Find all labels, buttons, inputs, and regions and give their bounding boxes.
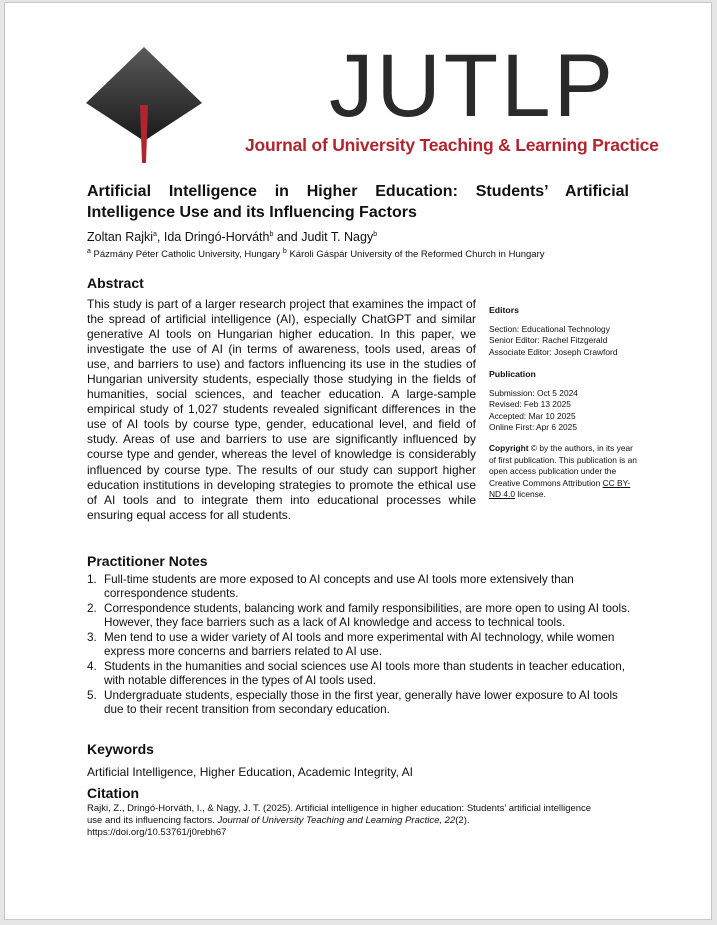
copyright-block bbox=[489, 443, 639, 501]
list-number: 2. bbox=[87, 601, 97, 615]
abstract-heading: Abstract bbox=[87, 275, 144, 291]
journal-logo-text: JUTLP bbox=[329, 35, 616, 135]
list-item-text: Students in the humanities and social sciences use AI tools more than students in teacher education, with notable differences in the types of AI tools used. bbox=[104, 659, 626, 687]
submission-date: Submission: Oct 5 2024 bbox=[489, 387, 578, 398]
author-affiliation-marker: a bbox=[153, 230, 157, 238]
list-item bbox=[87, 660, 632, 688]
list-item-text: Undergraduate students, especially those in the first year, generally have lower exposure to AI tools due to their recent transition from secondary education. bbox=[104, 688, 618, 716]
author-separator: and bbox=[273, 230, 302, 244]
revised-date: Revised: Feb 13 2025 bbox=[489, 399, 571, 410]
senior-editor-info: Senior Editor: Rachel Fitzgerald bbox=[489, 335, 608, 346]
list-item-text: Full-time students are more exposed to AI concepts and use AI tools more extensively than correspondence students. bbox=[104, 573, 574, 601]
article-title: Artificial Intelligence in Higher Education: Students’ Artificial Intelligence Use and its Influencing Factors bbox=[87, 183, 629, 221]
online-first-date: Online First: Apr 6 2025 bbox=[489, 422, 577, 433]
author-list bbox=[87, 230, 377, 244]
author-affiliation-marker: b bbox=[373, 230, 378, 238]
article-page bbox=[4, 2, 712, 920]
affiliations bbox=[87, 248, 545, 260]
affiliation-text: Károli Gáspár University of the Reformed Church in Hungary bbox=[286, 249, 545, 261]
abstract-text: This study is part of a larger research project that examines the impact of the spread of artificial intelligence (AI), especially ChatGPT and similar generative AI tools on Hungarian higher education. In this paper, we investigate the use of AI (in terms of awareness, tools used, areas of use, and barriers to use) and factors influencing its use in the studies of Hungarian university students, especially those studying in the fields of humanities, social sciences, and teacher education. A large-sample empirical study of 1,027 students revealed significant differences in the use of AI tools by course type, gender, educational level, and field of study. Areas of use and barriers to use are significantly influenced by course type and gender, whereas the level of knowledge is considerably influenced by course type. The results of our study can support higher education institutions in developing strategies to promote the ethical use of AI tools and to integrate them into educational processes while ensuring equal access for all students. bbox=[87, 297, 476, 522]
editors-heading: Editors bbox=[489, 305, 519, 315]
list-item bbox=[87, 602, 632, 630]
author-name: Zoltan Rajki bbox=[87, 230, 153, 244]
citation-journal: Journal of University Teaching and Learning Practice, 22 bbox=[217, 815, 456, 826]
list-item bbox=[87, 689, 632, 717]
citation-heading: Citation bbox=[87, 785, 140, 801]
publication-block bbox=[489, 369, 639, 434]
license-suffix: license. bbox=[515, 489, 546, 500]
citation-authors: Rajki, Z., Dringó-Horváth, I., & Nagy, J. T. (2025). Artificial intelligence in higher education: Students’ artificial intelligence use and its influencing factors. bbox=[87, 803, 592, 826]
keywords-text: Artificial Intelligence, Higher Education, Academic Integrity, AI bbox=[87, 765, 413, 779]
copyright-text: © by the authors, in its year of first publication. This publication is an open access publication under the Creative Commons Attribution bbox=[489, 443, 637, 488]
citation-text bbox=[87, 803, 607, 839]
practitioner-notes-list bbox=[87, 573, 632, 718]
affiliation-marker: b bbox=[282, 248, 287, 255]
citation-doi-link[interactable]: https://doi.org/10.53761/j0rebh67 bbox=[87, 827, 227, 838]
list-item-text: Correspondence students, balancing work and family responsibilities, are more open to using AI tools. However, they face barriers such as a lack of AI knowledge and access to technical tools. bbox=[104, 601, 631, 630]
editors-block bbox=[489, 305, 639, 358]
citation-issue: (2). bbox=[455, 815, 470, 826]
list-item bbox=[87, 573, 632, 601]
journal-name: Journal of University Teaching & Learning Practice bbox=[245, 135, 659, 155]
practitioner-notes-heading: Practitioner Notes bbox=[87, 553, 208, 569]
author-name: Ida Dringó-Horváth bbox=[163, 230, 270, 244]
list-item bbox=[87, 631, 632, 659]
associate-editor-info: Associate Editor: Joseph Crawford bbox=[489, 346, 618, 357]
publication-heading: Publication bbox=[489, 369, 536, 379]
list-number: 4. bbox=[87, 659, 97, 673]
affiliation-text: Pázmány Péter Catholic University, Hungary bbox=[90, 249, 283, 261]
license-link[interactable]: CC BY-ND 4.0 bbox=[489, 477, 631, 500]
affiliation-marker: a bbox=[87, 248, 91, 255]
list-number: 3. bbox=[87, 630, 97, 644]
list-item-text: Men tend to use a wider variety of AI tools and more experimental with AI technology, while women express more concerns and barriers related to AI use. bbox=[104, 630, 615, 659]
accepted-date: Accepted: Mar 10 2025 bbox=[489, 410, 576, 421]
keywords-heading: Keywords bbox=[87, 741, 154, 757]
author-separator: , bbox=[156, 230, 164, 244]
copyright-label: Copyright bbox=[489, 443, 529, 453]
list-number: 5. bbox=[87, 688, 97, 702]
list-number: 1. bbox=[87, 573, 97, 586]
author-name: Judit T. Nagy bbox=[301, 230, 374, 244]
jutlp-diamond-logo-icon bbox=[84, 45, 204, 165]
section-info: Section: Educational Technology bbox=[489, 323, 610, 334]
author-affiliation-marker: b bbox=[269, 230, 274, 238]
